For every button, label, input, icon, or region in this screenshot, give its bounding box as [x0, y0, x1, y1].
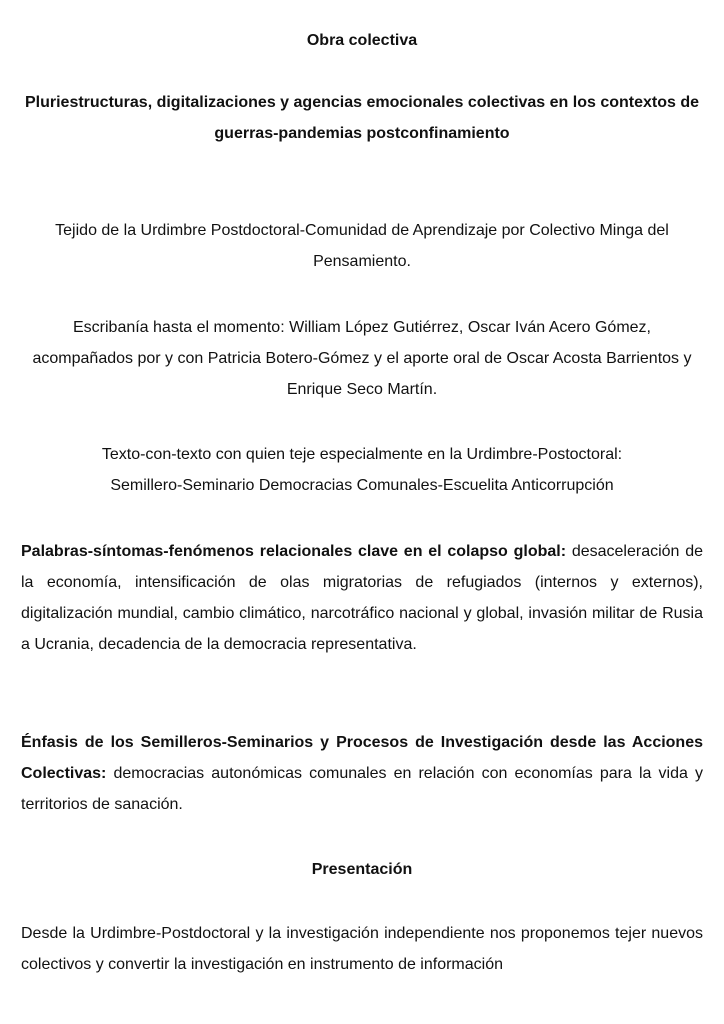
- keywords-label: Palabras-síntomas-fenómenos relacionales clave en el colapso global:: [21, 543, 567, 560]
- keywords-text: desaceleración de la economía, intensificación de olas migratorias de refugiados (internos y externos), digitalización mundial, cambio climático, narcotráfico nacional y global, invasión militar de Rusia a Ucrania, decadencia de la democracia representativa.: [21, 543, 704, 653]
- context-credit: [21, 439, 703, 501]
- context-line-1: Texto-con-texto con quien teje especialmente en la Urdimbre-Postoctoral:: [101, 446, 623, 463]
- section-heading: Presentación: [311, 861, 413, 878]
- document-title: Pluriestructuras, digitalizaciones y agencias emocionales colectivas en los contextos de guerras-pandemias postconfinamiento: [24, 94, 700, 142]
- emphasis-paragraph: [21, 727, 703, 820]
- weaving-credit: Tejido de la Urdimbre Postdoctoral-Comunidad de Aprendizaje por Colectivo Minga del Pensamiento.: [55, 222, 669, 270]
- intro-paragraph: Desde la Urdimbre-Postdoctoral y la investigación independiente nos proponemos tejer nuevos colectivos y convertir la investigación en instrumento de información: [21, 925, 703, 973]
- emphasis-text: democracias autonómicas comunales en relación con economías para la vida y territorios de sanación.: [21, 765, 703, 813]
- writers-credit: Escribanía hasta el momento: William López Gutiérrez, Oscar Iván Acero Gómez, acompañados por y con Patricia Botero-Gómez y el aporte oral de Oscar Acosta Barrientos y Enrique Seco Martín.: [32, 319, 692, 398]
- context-line-2: Semillero-Seminario Democracias Comunales-Escuelita Anticorrupción: [110, 477, 614, 494]
- emphasis-label: Énfasis de los Semilleros-Seminarios y Procesos de Investigación desde las Acciones Colectivas:: [21, 734, 703, 782]
- keywords-paragraph: [21, 536, 703, 660]
- header-label: Obra colectiva: [306, 32, 418, 49]
